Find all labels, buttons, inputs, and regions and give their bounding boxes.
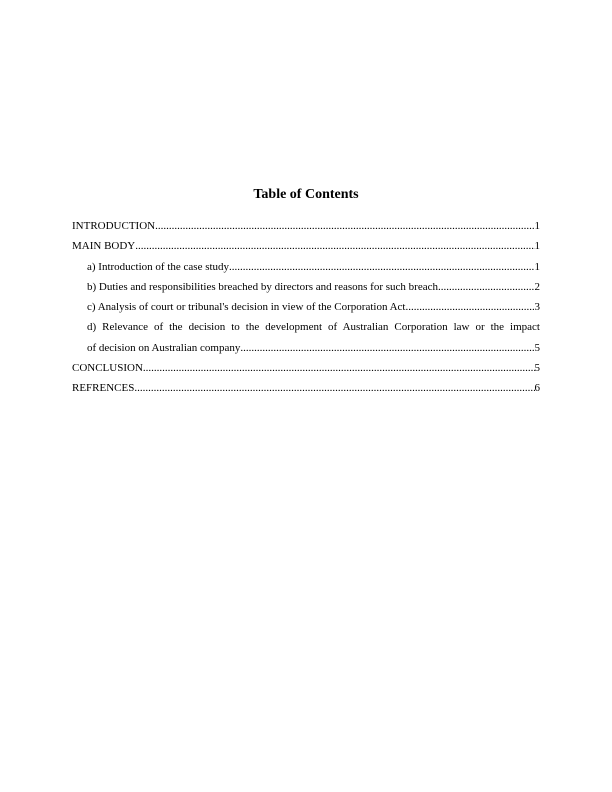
- dot-leader: [134, 378, 534, 398]
- dot-leader: [229, 257, 534, 277]
- dot-leader: [240, 338, 534, 358]
- toc-entry-label: INTRODUCTION: [72, 220, 156, 232]
- toc-entry-conclusion[interactable]: [72, 358, 540, 378]
- toc-entry-label: a) Introduction of the case study: [87, 260, 230, 273]
- toc-entry-court-analysis[interactable]: [72, 297, 540, 317]
- toc-page-number: 2: [534, 280, 540, 293]
- toc-entry-references[interactable]: [72, 378, 540, 398]
- toc-page-number: 6: [534, 382, 540, 395]
- toc-page-number: 1: [534, 240, 540, 253]
- dot-leader: [438, 277, 535, 297]
- toc-title: Table of Contents: [253, 187, 359, 202]
- toc-entry-case-study-intro[interactable]: [72, 257, 540, 277]
- toc-page-number: 1: [534, 260, 540, 273]
- toc-entry-label: b) Duties and responsibilities breached by directors and reasons for such breach: [87, 280, 438, 293]
- toc-entry-label-line1: d) Relevance of the decision to the development of Australian Corporation law or the impact: [87, 321, 540, 334]
- toc-entry-label: MAIN BODY: [72, 240, 136, 253]
- toc-entry-introduction[interactable]: [72, 216, 540, 236]
- toc-page-number: 5: [534, 362, 540, 375]
- dot-leader: [155, 216, 534, 236]
- dot-leader: [143, 358, 535, 378]
- toc-entry-label: REFRENCES: [72, 382, 135, 395]
- dot-leader: [135, 236, 534, 256]
- dot-leader: [405, 297, 534, 317]
- toc-entry-label-line2: of decision on Australian company: [87, 341, 241, 354]
- toc-page-number: 5: [534, 341, 540, 354]
- table-of-contents: [72, 216, 540, 399]
- toc-entry-line2: [87, 338, 540, 358]
- toc-page-number: 3: [534, 301, 540, 314]
- toc-entry-label: c) Analysis of court or tribunal's decision in view of the Corporation Act: [87, 301, 406, 314]
- toc-entry-main-body[interactable]: [72, 236, 540, 256]
- toc-entry-label: CONCLUSION: [72, 362, 143, 375]
- toc-page-number: 1: [534, 220, 540, 232]
- toc-entry-relevance[interactable]: [72, 317, 540, 358]
- toc-entry-duties-breached[interactable]: [72, 277, 540, 297]
